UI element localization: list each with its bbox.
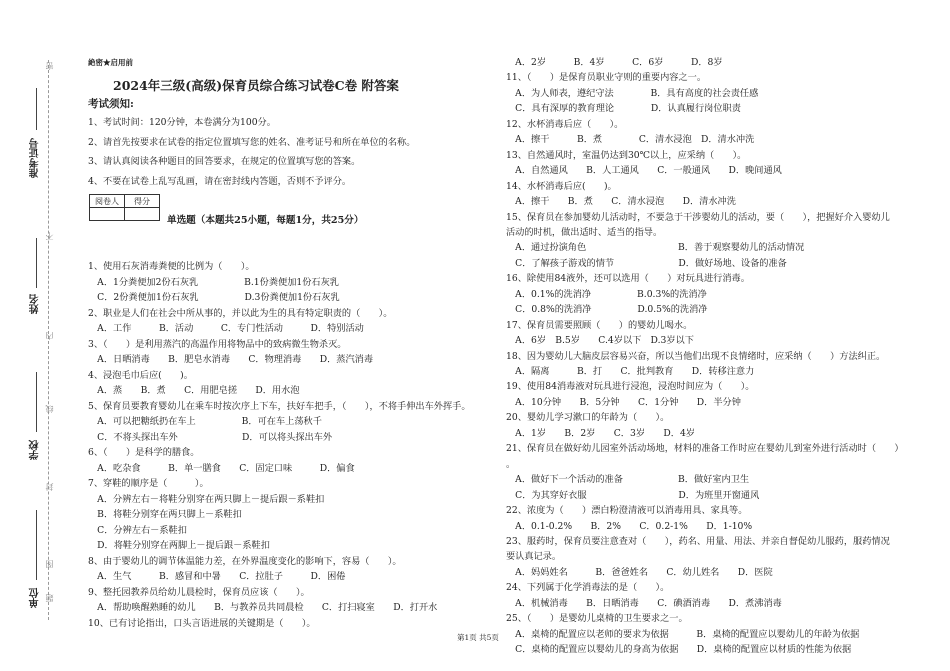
secret-mark: 絶密★启用前: [88, 58, 133, 67]
question-line: C．了解孩子游戏的情节 D．做好场地、设备的准备: [506, 257, 787, 269]
question-line: 9、整托园教养员给幼儿晨检时，保育员应该（ ）。: [88, 586, 310, 598]
question-line: 3、（ ）是利用蒸汽的高温作用将物品中的致病微生物杀灭。: [88, 338, 347, 350]
seal-char: 线: [45, 405, 54, 413]
question-line: A．桌椅的配置应以老师的要求为依据 B．桌椅的配置应以婴幼儿的年龄为依据: [506, 628, 860, 640]
question-line: C．桌椅的配置应以婴幼儿的身高为依据 D．桌椅的配置应以材质的性能为依据: [506, 644, 852, 656]
question-line: 2、职业是人们在社会中所从事的，并以此为生的具有特定职责的（ ）。: [88, 307, 393, 319]
question-line: A．10分钟 B．5分钟 C．1分钟 D．半分钟: [506, 396, 741, 408]
notice-item: 2、请首先按要求在试卷的指定位置填写您的姓名、准考证号和所在单位的名称。: [88, 137, 416, 148]
question-line: 18、因为婴幼儿大脑皮层容易兴奋，所以当他们出现不良情绪时，应采纳（ ）方法纠正。: [506, 350, 886, 362]
page-title: 2024年三级(高级)保育员综合练习试卷C卷 附答案: [113, 78, 399, 93]
question-line: 4、浸泡毛巾后应( )。: [88, 369, 193, 381]
question-line: A．妈妈姓名 B．爸爸姓名 C．幼儿姓名 D．医院: [506, 566, 773, 578]
question-line: 13、自然通风时，室温仍达到30℃以上，应采纳（ ）。: [506, 149, 747, 161]
question-line: A．可以把糖纸扔在车上 B．可在车上荡秋千: [88, 416, 322, 427]
question-line: C．不将头探出车外 D．可以将头探出车外: [88, 431, 333, 443]
label-unit: 单位: [30, 588, 41, 608]
question-line: 要认真记录。: [506, 551, 562, 563]
underline: [36, 372, 37, 432]
question-line: 22、浓度为（ ）漂白粉澄清液可以消毒用具、家具等。: [506, 505, 748, 517]
question-line: 24、下列属于化学消毒法的是（ ）。: [506, 582, 670, 594]
question-line: D．将鞋分别穿在两脚上－提后跟－系鞋扣: [88, 540, 270, 551]
score-box-grader: 阅卷人: [90, 195, 125, 208]
question-line: A．分辨左右－将鞋分别穿在两只脚上－提后跟－系鞋扣: [88, 493, 325, 505]
question-line: A．2岁 B．4岁 C．6岁 D．8岁: [506, 57, 723, 68]
question-line: 20、婴幼儿学习漱口的年龄为（ ）。: [506, 412, 670, 424]
seal-char: 图: [45, 560, 54, 568]
question-line: 16、除使用84液外，还可以选用（ ）对玩具进行消毒。: [506, 273, 750, 285]
question-line: A．擦干 B．煮 C．清水浸泡 D．清水冲洗: [506, 196, 736, 208]
question-line: A．1分粪便加2份石灰乳 B.1份粪便加1份石灰乳: [88, 276, 339, 288]
question-line: 活动的时机，做出适时、适当的指导。: [506, 226, 663, 238]
question-line: 5、保育员要教育婴幼儿在乘车时按次序上下车，扶好车把手，（ ），不将手伸出车外挥手。: [88, 400, 471, 412]
question-line: A．隔离 B．打 C．批判教育 D．转移注意力: [506, 366, 755, 377]
seal-char: 封: [45, 483, 54, 491]
score-box: [89, 194, 160, 221]
question-line: A．工作 B．活动 C．专门性活动 D．特别活动: [88, 323, 364, 334]
question-line: A．机械消毒 B．日晒消毒 C．碘酒消毒 D．煮沸消毒: [506, 597, 782, 609]
question-line: 6、（ ）是科学的膳食。: [88, 447, 200, 458]
question-line: 23、服药时，保育员要注意查对（ ），药名、用量、用法、并亲自督促幼儿服药，服药情况: [506, 535, 890, 547]
section-title: 单选题（本题共25小题，每题1分，共25分）: [167, 215, 364, 226]
notice-item: 1、考试时间：120分钟，本卷满分为100分。: [88, 117, 276, 128]
question-line: A．生气 B．感冒和中暑 C．拉肚子 D．困倦: [88, 571, 346, 582]
question-line: 8、由于婴幼儿的调节体温能力差，在外界温度变化的影响下，容易（ ）。: [88, 555, 402, 567]
seal-char: 不: [45, 232, 54, 240]
question-line: A．吃杂食 B．单一膳食 C．固定口味 D．偏食: [88, 462, 355, 474]
seal-char: 内: [45, 332, 54, 340]
question-line: 25、（ ）是婴幼儿桌椅的卫生要求之一。: [506, 613, 688, 625]
question-line: 10、已有讨论指出，口头言语进展的关键期是（ ）。: [88, 617, 316, 629]
question-line: C．为其穿好衣服 D．为班里开窗通风: [506, 489, 760, 501]
question-line: A．蒸 B．煮 C．用肥皂搓 D．用水泡: [88, 385, 300, 396]
question-line: 7、穿鞋的顺序是（ ）。: [88, 478, 209, 489]
question-line: C．分辨左右－系鞋扣: [88, 524, 187, 536]
question-line: 15、保育员在参加婴幼儿活动时，不要急于干涉婴幼儿的活动，要（ ），把握好介入婴幼儿: [506, 211, 890, 223]
question-line: A．通过扮演角色 B．善于观察婴幼儿的活动情况: [506, 242, 805, 254]
score-box-cell[interactable]: [90, 208, 125, 221]
label-exam-number: 准考证号: [30, 138, 41, 178]
question-line: A．0.1%的洗消净 B.0.3%的洗消净: [506, 288, 707, 300]
question-line: 19、使用84消毒液对玩具进行浸泡，浸泡时间应为（ ）。: [506, 381, 755, 393]
question-line: C．0.8%的洗消净 D.0.5%的洗消净: [506, 304, 708, 316]
underline: [36, 88, 37, 130]
question-line: B．将鞋分别穿在两只脚上－系鞋扣: [88, 509, 242, 520]
question-line: 。: [506, 458, 516, 470]
question-line: 17、保育员需要照顾（ ）的婴幼儿喝水。: [506, 319, 693, 331]
underline: [36, 510, 37, 580]
question-line: A．日晒消毒 B．肥皂水消毒 C．物理消毒 D．蒸汽消毒: [88, 354, 374, 365]
score-box-cell[interactable]: [125, 208, 160, 221]
seal-dashed-line: [48, 60, 49, 620]
question-line: 21、保育员在做好幼儿园室外活动场地，材料的准备工作时应在婴幼儿到室外进行活动时（ ）: [506, 443, 904, 455]
score-box-score: 得分: [125, 195, 160, 208]
question-line: A．6岁 B.5岁 C.4岁以下 D.3岁以下: [506, 335, 694, 347]
notice-item: 3、请认真阅读各种题目的回答要求，在规定的位置填写您的答案。: [88, 156, 361, 167]
question-line: A．擦干 B．煮 C．清水浸泡 D．清水冲洗: [506, 134, 755, 146]
question-line: A．自然通风 B．人工通风 C．一般通风 D．晚间通风: [506, 165, 782, 177]
question-line: 12、水杯消毒后应（ ）。: [506, 118, 624, 130]
question-line: A．0.1-0.2% B．2% C．0.2-1% D．1-10%: [506, 520, 753, 532]
question-line: A．1岁 B．2岁 C．3岁 D．4岁: [506, 427, 695, 439]
question-line: A．帮助唤醒熟睡的幼儿 B．与教养员共同晨检 C．打扫寝室 D．打开水: [88, 602, 438, 613]
question-line: A．为人师表，遵纪守法 B．具有高度的社会责任感: [506, 87, 759, 99]
question-line: 14、水杯消毒后应( )。: [506, 180, 617, 192]
question-line: C．2份粪便加1份石灰乳 D.3份粪便加1份石灰乳: [88, 292, 340, 303]
notice-item: 4、不要在试卷上乱写乱画，请在密封线内答题，否则不予评分。: [88, 176, 352, 187]
underline: [36, 238, 37, 288]
page-number: 第1页 共5页: [457, 633, 499, 642]
label-school: 学校: [30, 440, 41, 460]
seal-char: 密: [45, 62, 54, 70]
notice-title: 考试须知:: [88, 98, 134, 110]
binding-gutter: [0, 0, 80, 671]
label-name: 姓名: [30, 294, 41, 314]
question-line: 11、（ ）是保育员职业守则的重要内容之一。: [506, 72, 707, 84]
question-line: 1、使用石灰消毒粪便的比例为（ ）。: [88, 261, 255, 272]
seal-char: 题: [45, 594, 54, 602]
question-line: C．具有深厚的教育理论 D．认真履行岗位职责: [506, 103, 741, 115]
question-line: A．做好下一个活动的准备 B．做好室内卫生: [506, 474, 750, 486]
